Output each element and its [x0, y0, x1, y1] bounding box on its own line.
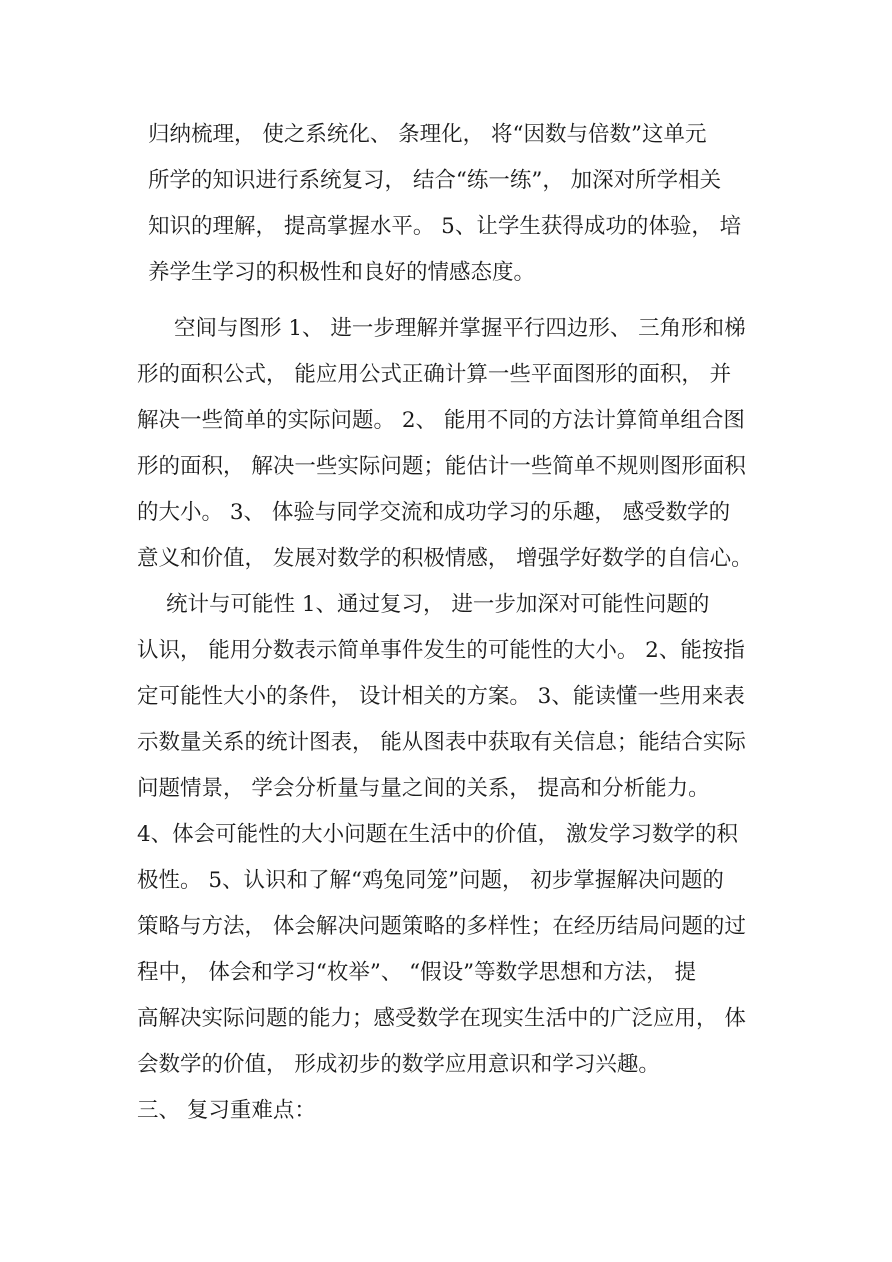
text-line: 解决一些简单的实际问题。 2、 能用不同的方法计算简单组合图	[137, 408, 745, 433]
text-line: 形的面积公式， 能应用公式正确计算一些平面图形的面积， 并	[137, 362, 732, 387]
text-line: 4、体会可能性的大小问题在生活中的价值， 激发学习数学的积	[137, 822, 739, 847]
text-line: 问题情景， 学会分析量与量之间的关系， 提高和分析能力。	[137, 776, 710, 801]
text-line: 所学的知识进行系统复习， 结合“练一练”， 加深对所学相关	[148, 168, 722, 193]
section-heading: 三、 复习重难点：	[137, 1098, 316, 1123]
text-line: 程中， 体会和学习“枚举”、 “假设”等数学思想和方法， 提	[137, 960, 696, 985]
text-line: 知识的理解， 提高掌握水平。 5、让学生获得成功的体验， 培	[148, 214, 742, 239]
text-line: 的大小。 3、 体验与同学交流和成功学习的乐趣， 感受数学的	[137, 500, 731, 525]
text-line: 极性。 5、认识和了解“鸡兔同笼”问题， 初步掌握解决问题的	[137, 868, 724, 893]
text-line: 会数学的价值， 形成初步的数学应用意识和学习兴趣。	[137, 1052, 660, 1077]
text-line: 形的面积， 解决一些实际问题；能估计一些简单不规则图形面积	[137, 454, 746, 479]
text-line: 养学生学习的积极性和良好的情感态度。	[148, 260, 536, 285]
text-line: 意义和价值， 发展对数学的积极情感， 增强学好数学的自信心。	[137, 546, 753, 571]
text-line: 示数量关系的统计图表， 能从图表中获取有关信息；能结合实际	[137, 730, 746, 755]
text-line: 认识， 能用分数表示简单事件发生的可能性的大小。 2、能按指	[137, 638, 745, 663]
text-line: 空间与图形 1、 进一步理解并掌握平行四边形、 三角形和梯	[174, 316, 746, 341]
text-line: 统计与可能性 1、通过复习， 进一步加深对可能性问题的	[166, 592, 710, 617]
text-line: 高解决实际问题的能力；感受数学在现实生活中的广泛应用， 体	[137, 1006, 746, 1031]
text-line: 策略与方法， 体会解决问题策略的多样性；在经历结局问题的过	[137, 914, 746, 939]
text-line: 定可能性大小的条件， 设计相关的方案。 3、能读懂一些用来表	[137, 684, 745, 709]
text-line: 归纳梳理， 使之系统化、 条理化， 将“因数与倍数”这单元	[148, 122, 707, 147]
